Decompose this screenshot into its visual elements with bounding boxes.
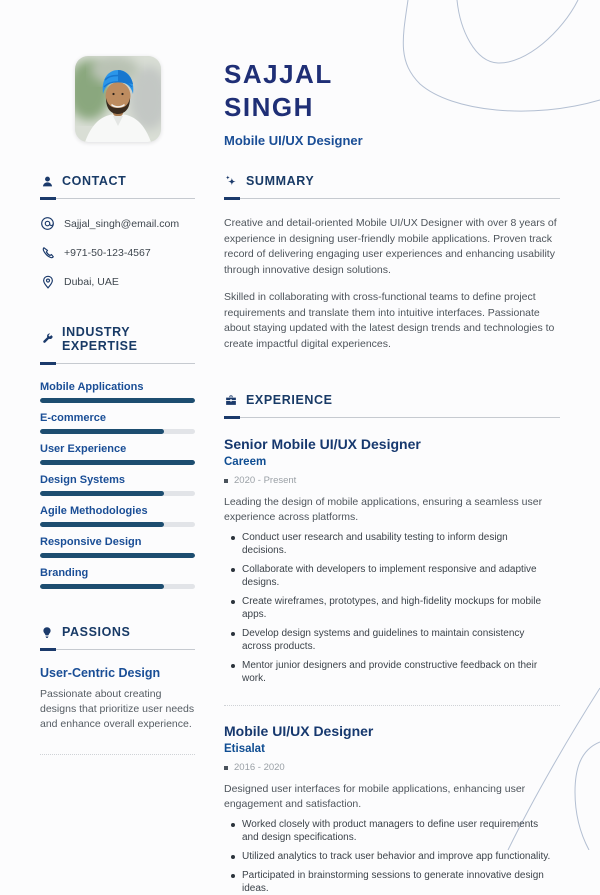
name-line-2: SINGH — [224, 92, 314, 122]
contact-section — [40, 174, 195, 289]
sidebar — [40, 174, 195, 895]
experience-job — [224, 723, 560, 895]
job-title: Senior Mobile UI/UX Designer — [224, 436, 421, 452]
passions-heading-label: PASSIONS — [62, 625, 131, 639]
name-block — [224, 56, 363, 148]
email-icon — [40, 216, 55, 231]
skill-label: User Experience — [40, 443, 127, 455]
contact-phone-text[interactable]: +971-50-123-4567 — [64, 246, 151, 259]
expertise-heading-label: INDUSTRY EXPERTISE — [62, 325, 138, 353]
summary-heading-label: SUMMARY — [246, 174, 315, 188]
expertise-heading — [40, 325, 195, 353]
skill-bar-fill — [40, 491, 164, 496]
experience-job — [224, 436, 560, 685]
contact-heading — [40, 174, 195, 188]
contact-heading-label: CONTACT — [62, 174, 127, 188]
passions-section — [40, 625, 195, 755]
contact-location-text: Dubai, UAE — [64, 275, 119, 288]
job-company: Etisalat — [224, 743, 265, 755]
contact-item-location — [40, 274, 195, 289]
skill-row — [40, 412, 195, 434]
dotted-divider — [40, 754, 195, 755]
skill-bar-fill — [40, 522, 164, 527]
skill-label: Design Systems — [40, 474, 125, 486]
job-bullet: Collaborate with developers to implement responsive and adaptive designs. — [224, 563, 554, 589]
name-line-1: SAJJAL — [224, 59, 333, 89]
person-icon — [40, 174, 54, 188]
skill-row — [40, 536, 195, 558]
job-bullet: Participated in brainstorming sessions to generate innovative design ideas. — [224, 869, 554, 895]
skill-bar-fill — [40, 553, 195, 558]
skill-bar-track — [40, 553, 195, 558]
job-dates — [224, 762, 560, 773]
sparkle-icon — [224, 174, 238, 188]
job-title: Mobile UI/UX Designer — [224, 723, 374, 739]
wrench-icon — [40, 332, 54, 346]
summary-paragraph: Skilled in collaborating with cross-functional teams to define project requirements and translate them into intuitive interfaces. Passionate about staying updated with the latest design trends and technologies to create impactful digital experiences. — [224, 291, 555, 350]
experience-section — [224, 393, 560, 895]
job-bullet: Worked closely with product managers to define user requirements and design specifications. — [224, 818, 554, 844]
profile-photo — [75, 56, 161, 142]
skill-label: Agile Methodologies — [40, 505, 148, 517]
passion-title: User-Centric Design — [40, 666, 161, 680]
experience-heading — [224, 393, 560, 407]
job-bullet-list — [224, 818, 560, 895]
skill-label: Branding — [40, 567, 89, 579]
job-description: Designed user interfaces for mobile applications, enhancing user engagement and satisfaction. — [224, 783, 526, 810]
job-company: Careem — [224, 456, 267, 468]
section-rule — [40, 197, 195, 200]
skill-bar-track — [40, 491, 195, 496]
skill-row — [40, 443, 195, 465]
photo-frame — [40, 56, 195, 142]
phone-icon — [40, 245, 55, 260]
contact-list — [40, 216, 195, 289]
passion-text: Passionate about creating designs that prioritize user needs and enhance overall experience. — [40, 688, 195, 730]
job-bullet-list — [224, 531, 560, 685]
skill-bar-fill — [40, 584, 164, 589]
skill-bar-fill — [40, 398, 195, 403]
skill-bar-track — [40, 429, 195, 434]
passions-heading — [40, 625, 195, 639]
section-rule — [224, 416, 560, 419]
skill-label: Mobile Applications — [40, 381, 144, 393]
headline-title: Mobile UI/UX Designer — [224, 133, 363, 148]
job-bullet: Create wireframes, prototypes, and high-fidelity mockups for mobile apps. — [224, 595, 554, 621]
section-rule — [40, 362, 195, 365]
skill-bar-track — [40, 522, 195, 527]
job-bullet: Develop design systems and guidelines to maintain consistency across products. — [224, 627, 554, 653]
profile-photo-illustration — [75, 56, 161, 142]
skill-row — [40, 505, 195, 527]
skill-bar-track — [40, 460, 195, 465]
main-content — [224, 174, 560, 895]
skill-list — [40, 381, 195, 589]
job-dates — [224, 475, 560, 486]
summary-section — [224, 174, 560, 352]
header — [40, 56, 560, 148]
summary-heading — [224, 174, 560, 188]
experience-heading-label: EXPERIENCE — [246, 393, 333, 407]
skill-row — [40, 474, 195, 496]
briefcase-icon — [224, 393, 238, 407]
job-bullet: Mentor junior designers and provide constructive feedback on their work. — [224, 659, 554, 685]
job-bullet: Conduct user research and usability testing to inform design decisions. — [224, 531, 554, 557]
lightbulb-icon — [40, 625, 54, 639]
job-description: Leading the design of mobile applications, ensuring a seamless user experience across platforms. — [224, 496, 543, 523]
contact-email-text[interactable]: Sajjal_singh@email.com — [64, 217, 180, 230]
skill-label: Responsive Design — [40, 536, 142, 548]
skill-bar-fill — [40, 460, 195, 465]
expertise-section — [40, 325, 195, 589]
contact-item-phone — [40, 245, 195, 260]
dotted-divider — [224, 705, 560, 706]
section-rule — [224, 197, 560, 200]
job-dates-text: 2016 - 2020 — [234, 762, 285, 773]
skill-bar-fill — [40, 429, 164, 434]
summary-paragraph: Creative and detail-oriented Mobile UI/UX Designer with over 8 years of experience in designing user-friendly mobile applications. Proven track record of delivering engaging user experiences and enhancing usability through innovative design solutions. — [224, 217, 557, 276]
skill-label: E-commerce — [40, 412, 107, 424]
job-bullet: Utilized analytics to track user behavior and improve app functionality. — [224, 850, 554, 863]
skill-row — [40, 381, 195, 403]
skill-row — [40, 567, 195, 589]
skill-bar-track — [40, 584, 195, 589]
section-rule — [40, 648, 195, 651]
skill-bar-track — [40, 398, 195, 403]
location-icon — [40, 274, 55, 289]
contact-item-email — [40, 216, 195, 231]
job-dates-text: 2020 - Present — [234, 475, 297, 486]
